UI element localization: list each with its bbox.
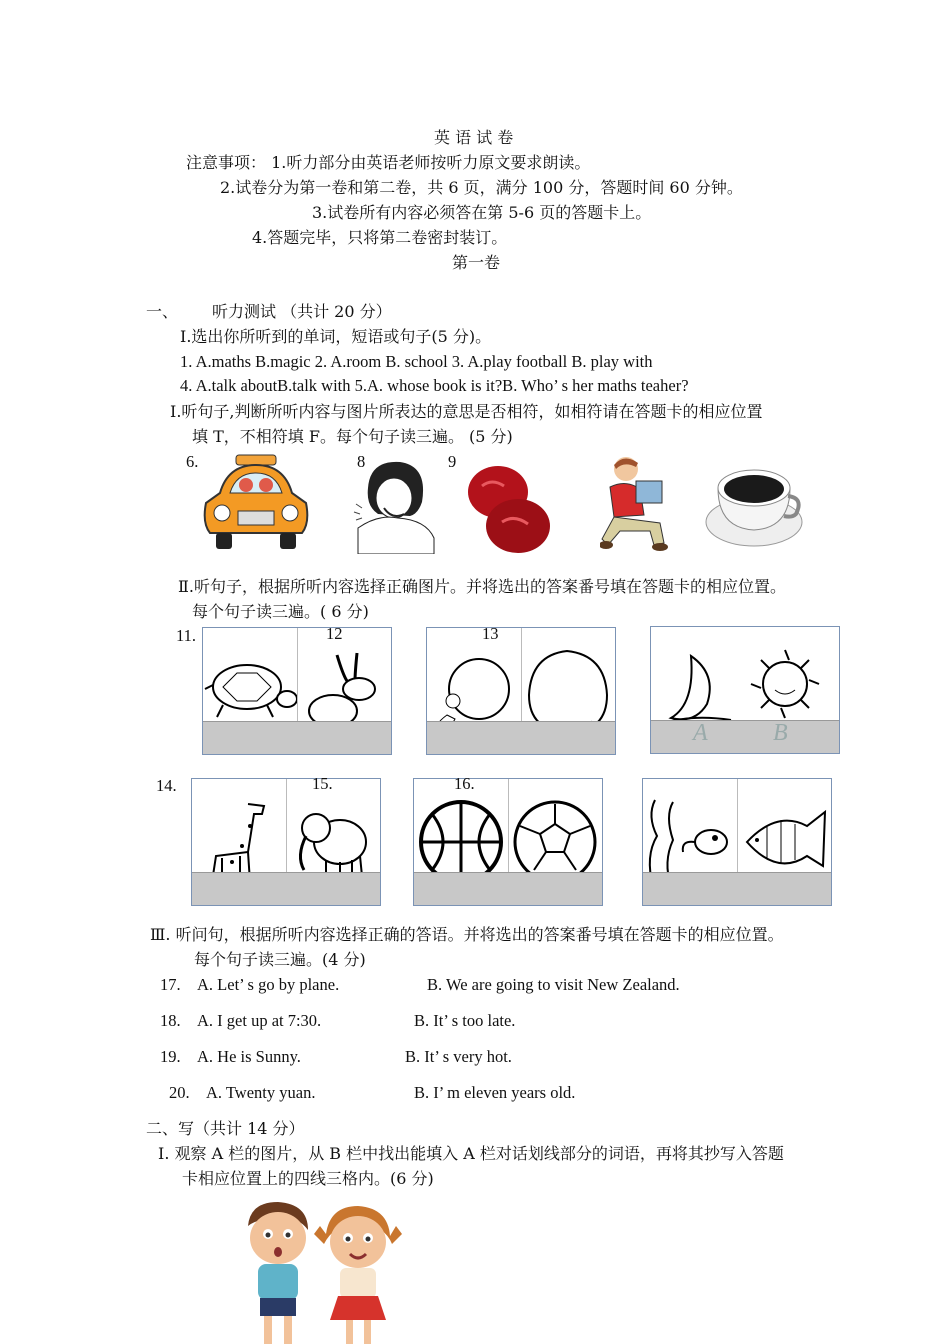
- answer-bar: [643, 872, 831, 905]
- question-number-6: 6.: [186, 452, 199, 471]
- answer-bar: [414, 872, 602, 905]
- part2-instruction-2: 填 T，不相符填 F。每个句子读三遍。 (5 分): [192, 427, 513, 446]
- picture-pair-12: [426, 627, 616, 755]
- part3-instruction-2: 每个句子读三遍。( 6 分): [192, 602, 369, 621]
- question-number-14: 14.: [156, 776, 177, 795]
- red-dates-icon: [462, 458, 554, 556]
- picture-pair-13: [650, 626, 840, 754]
- picture-pair-11: [202, 627, 392, 755]
- section1-title: 听力测试 （共计 20 分）: [212, 302, 392, 321]
- question-number-13: 13: [482, 624, 499, 643]
- answer-bar: [203, 721, 391, 754]
- question-number-8: 8: [357, 452, 366, 471]
- section2-instruction-1: Ⅰ. 观察 A 栏的图片，从 B 栏中找出能填入 A 栏对话划线部分的词语，再将其抄写入答题: [158, 1144, 784, 1163]
- question-number-9: 9: [448, 452, 457, 471]
- question-20-number: 20.: [169, 1083, 190, 1102]
- question-number-11: 11.: [176, 626, 197, 645]
- answer-bar: [651, 720, 839, 753]
- note-2: 2.试卷分为第一卷和第二卷，共 6 页，满分 100 分，答题时间 60 分钟。: [220, 178, 743, 197]
- question-number-16: 16.: [454, 774, 475, 793]
- coffee-cup-icon: [704, 456, 804, 548]
- question-19-option-b: B. It’ s very hot.: [405, 1047, 512, 1066]
- picture-pair-14: [191, 778, 381, 906]
- question-19-number: 19.: [160, 1047, 181, 1066]
- volume-title: 第一卷: [452, 253, 501, 272]
- page-title: 英 语 试 卷: [434, 128, 514, 147]
- girl-icon: [312, 1204, 404, 1344]
- question-18-option-b: B. It’ s too late.: [414, 1011, 516, 1030]
- picture-pair-16: [642, 778, 832, 906]
- question-18-option-a: A. I get up at 7:30.: [197, 1011, 322, 1030]
- option-a-label: A: [693, 720, 708, 746]
- section2-instruction-2: 卡相应位置上的四线三格内。(6 分): [182, 1169, 434, 1188]
- note-1: 注意事项： 1.听力部分由英语老师按听力原文要求朗读。: [186, 153, 591, 172]
- boy-icon: [238, 1200, 318, 1344]
- question-18-number: 18.: [160, 1011, 181, 1030]
- option-b-label: B: [773, 720, 788, 746]
- taxi-icon: [198, 453, 314, 553]
- question-17-number: 17.: [160, 975, 181, 994]
- part1-line-1: 1. A.maths B.magic 2. A.room B. school 3. A.play football B. play with: [180, 352, 653, 371]
- answer-bar: [192, 872, 380, 905]
- note-3: 3.试卷所有内容必须答在第 5-6 页的答题卡上。: [312, 203, 652, 222]
- question-17-option-b: B. We are going to visit New Zealand.: [427, 975, 680, 994]
- boy-reading-icon: [600, 453, 682, 555]
- part4-instruction-1: Ⅲ. 听问句，根据所听内容选择正确的答语。并将选出的答案番号填在答题卡的相应位置。: [150, 925, 784, 944]
- question-number-15: 15.: [312, 774, 333, 793]
- question-20-option-a: A. Twenty yuan.: [206, 1083, 316, 1102]
- part4-instruction-2: 每个句子读三遍。(4 分): [194, 950, 366, 969]
- part3-instruction-1: Ⅱ.听句子，根据所听内容选择正确图片。并将选出的答案番号填在答题卡的相应位置。: [178, 577, 786, 596]
- answer-bar: [427, 721, 615, 754]
- section2-title: 二、写（共计 14 分）: [146, 1119, 305, 1138]
- coughing-girl-icon: [348, 458, 440, 554]
- section1-number: 一、: [146, 302, 179, 321]
- part1-line-2: 4. A.talk aboutB.talk with 5.A. whose book is it?B. Who’ s her maths teaher?: [180, 376, 689, 395]
- question-17-option-a: A. Let’ s go by plane.: [197, 975, 340, 994]
- picture-pair-15: [413, 778, 603, 906]
- question-20-option-b: B. I’ m eleven years old.: [414, 1083, 576, 1102]
- note-4: 4.答题完毕，只将第二卷密封装订。: [252, 228, 508, 247]
- part1-instruction: Ⅰ.选出你所听到的单词，短语或句子(5 分)。: [180, 327, 492, 346]
- part2-instruction-1: Ⅰ.听句子,判断所听内容与图片所表达的意思是否相符，如相符请在答题卡的相应位置: [170, 402, 763, 421]
- question-number-12: 12: [326, 624, 343, 643]
- question-19-option-a: A. He is Sunny.: [197, 1047, 301, 1066]
